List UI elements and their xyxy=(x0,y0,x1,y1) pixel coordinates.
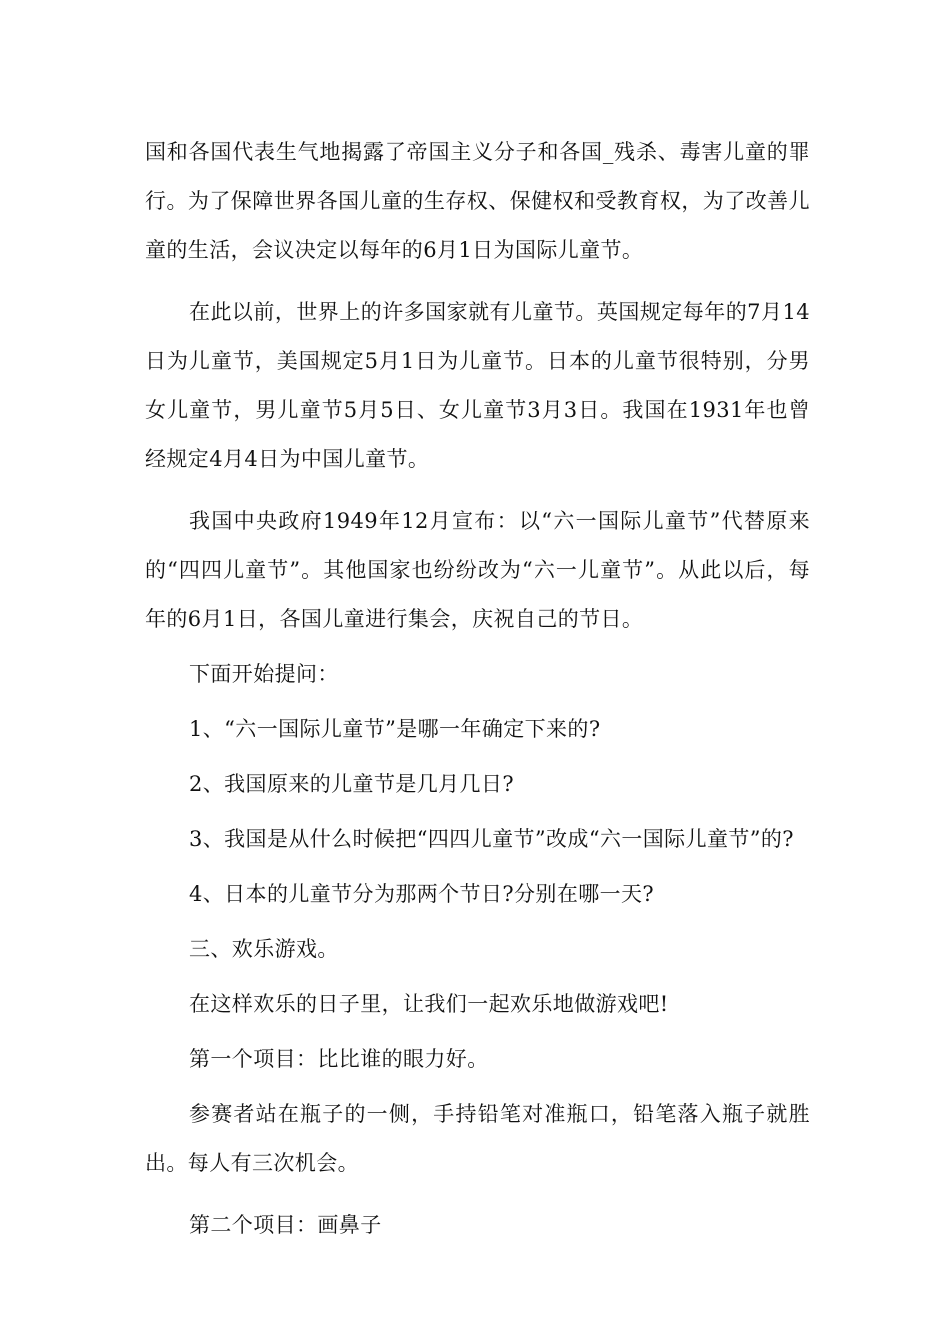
question-intro: 下面开始提问： xyxy=(189,662,339,686)
question-4: 4、日本的儿童节分为那两个节日?分别在哪一天? xyxy=(189,882,655,906)
paragraph-international-childrens-day: 国和各国代表生气地揭露了帝国主义分子和各国_残杀、毒害儿童的罪行。为了保障世界各国儿童的生存权、保健权和受教育权，为了改善儿童的生活，会议决定以每年的6月1日为国际儿童节。 xyxy=(145,140,810,262)
question-3: 3、我国是从什么时候把“四四儿童节”改成“六一国际儿童节”的? xyxy=(189,827,794,851)
game-2-title: 第二个项目：画鼻子 xyxy=(189,1213,382,1237)
document-body xyxy=(145,128,810,1250)
paragraph-china-change: 我国中央政府1949年12月宣布：以“六一国际儿童节”代替原来的“四四儿童节”。其他国家也纷纷改为“六一儿童节”。从此以后，每年的6月1日，各国儿童进行集会，庆祝自己的节日。 xyxy=(145,509,810,631)
game-1-title: 第一个项目：比比谁的眼力好。 xyxy=(189,1047,489,1071)
question-1: 1、“六一国际儿童节”是哪一年确定下来的? xyxy=(189,717,601,741)
game-1-description: 参赛者站在瓶子的一侧，手持铅笔对准瓶口，铅笔落入瓶子就胜出。每人有三次机会。 xyxy=(145,1102,810,1175)
games-intro: 在这样欢乐的日子里，让我们一起欢乐地做游戏吧! xyxy=(189,992,669,1016)
paragraph-other-countries: 在此以前，世界上的许多国家就有儿童节。英国规定每年的7月14日为儿童节，美国规定5月1日为儿童节。日本的儿童节很特别，分男女儿童节，男儿童节5月5日、女儿童节3月3日。我国在1931年也曾经规定4月4日为中国儿童节。 xyxy=(145,300,810,471)
section-games-heading: 三、欢乐游戏。 xyxy=(189,937,339,961)
question-2: 2、我国原来的儿童节是几月几日? xyxy=(189,772,515,796)
